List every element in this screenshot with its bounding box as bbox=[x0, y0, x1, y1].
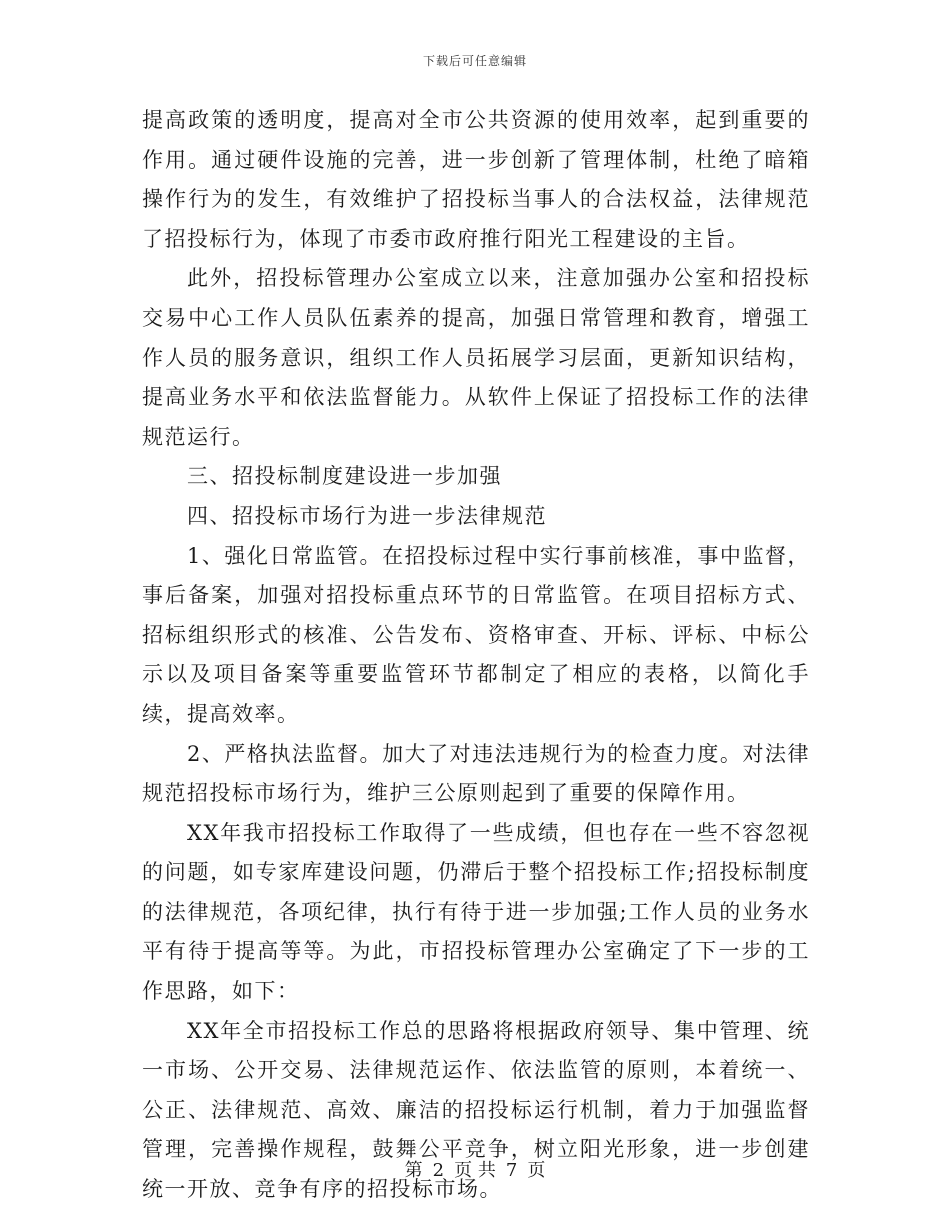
paragraph-problems: XX年我市招投标工作取得了一些成绩，但也存在一些不容忽视的问题，如专家库建设问题，仍滞后于整个招投标工作;招投标制度的法律规范，各项纪律，执行有待于进一步加强;工作人员的业务水平有待于提高等等。为此，市招投标管理办公室确定了下一步的工作思路，如下： bbox=[142, 820, 810, 1004]
footer-middle: 页 共 bbox=[454, 1160, 496, 1181]
section-heading-3: 三、招投标制度建设进一步加强 bbox=[187, 464, 502, 489]
section-heading-4: 四、招投标市场行为进一步法律规范 bbox=[187, 503, 547, 528]
paragraph-2: 此外，招投标管理办公室成立以来，注意加强办公室和招投标交易中心工作人员队伍素养的提高，加强日常管理和教育，增强工作人员的服务意识，组织工作人员拓展学习层面，更新知识结构，提高业务水平和依法监督能力。从软件上保证了招投标工作的法律规范运行。 bbox=[142, 266, 810, 449]
page-footer bbox=[0, 1156, 950, 1182]
footer-suffix: 页 bbox=[527, 1160, 546, 1181]
paragraph-item-1: 1、强化日常监管。在招投标过程中实行事前核准，事中监督，事后备案，加强对招投标重点环节的日常监管。在项目招标方式、招标组织形式的核准、公告发布、资格审查、开标、评标、中标公示以及项目备案等重要监管环节都制定了相应的表格，以简化手续，提高效率。 bbox=[142, 543, 810, 726]
total-page-count: 7 bbox=[505, 1160, 518, 1181]
page-header: 下载后可任意编辑 bbox=[422, 54, 527, 68]
current-page-number: 2 bbox=[432, 1160, 445, 1181]
paragraph-1: 提高政策的透明度，提高对全市公共资源的使用效率，起到重要的作用。通过硬件设施的完善，进一步创新了管理体制，杜绝了暗箱操作行为的发生，有效维护了招投标当事人的合法权益，法律规范了招投标行为，体现了市委市政府推行阳光工程建设的主旨。 bbox=[142, 108, 810, 251]
paragraph-item-2: 2、严格执法监督。加大了对违法违规行为的检查力度。对法律规范招投标市场行为，维护三公原则起到了重要的保障作用。 bbox=[142, 741, 810, 806]
footer-prefix: 第 bbox=[404, 1160, 423, 1181]
document-body bbox=[142, 101, 810, 1210]
paragraph-plan: XX年全市招投标工作总的思路将根据政府领导、集中管理、统一市场、公开交易、法律规范运作、依法监管的原则，本着统一、公正、法律规范、高效、廉洁的招投标运行机制，着力于加强监督管理，完善操作规程，鼓舞公平竞争，树立阳光形象，进一步创建统一开放、竞争有序的招投标市场。 bbox=[142, 1018, 810, 1202]
